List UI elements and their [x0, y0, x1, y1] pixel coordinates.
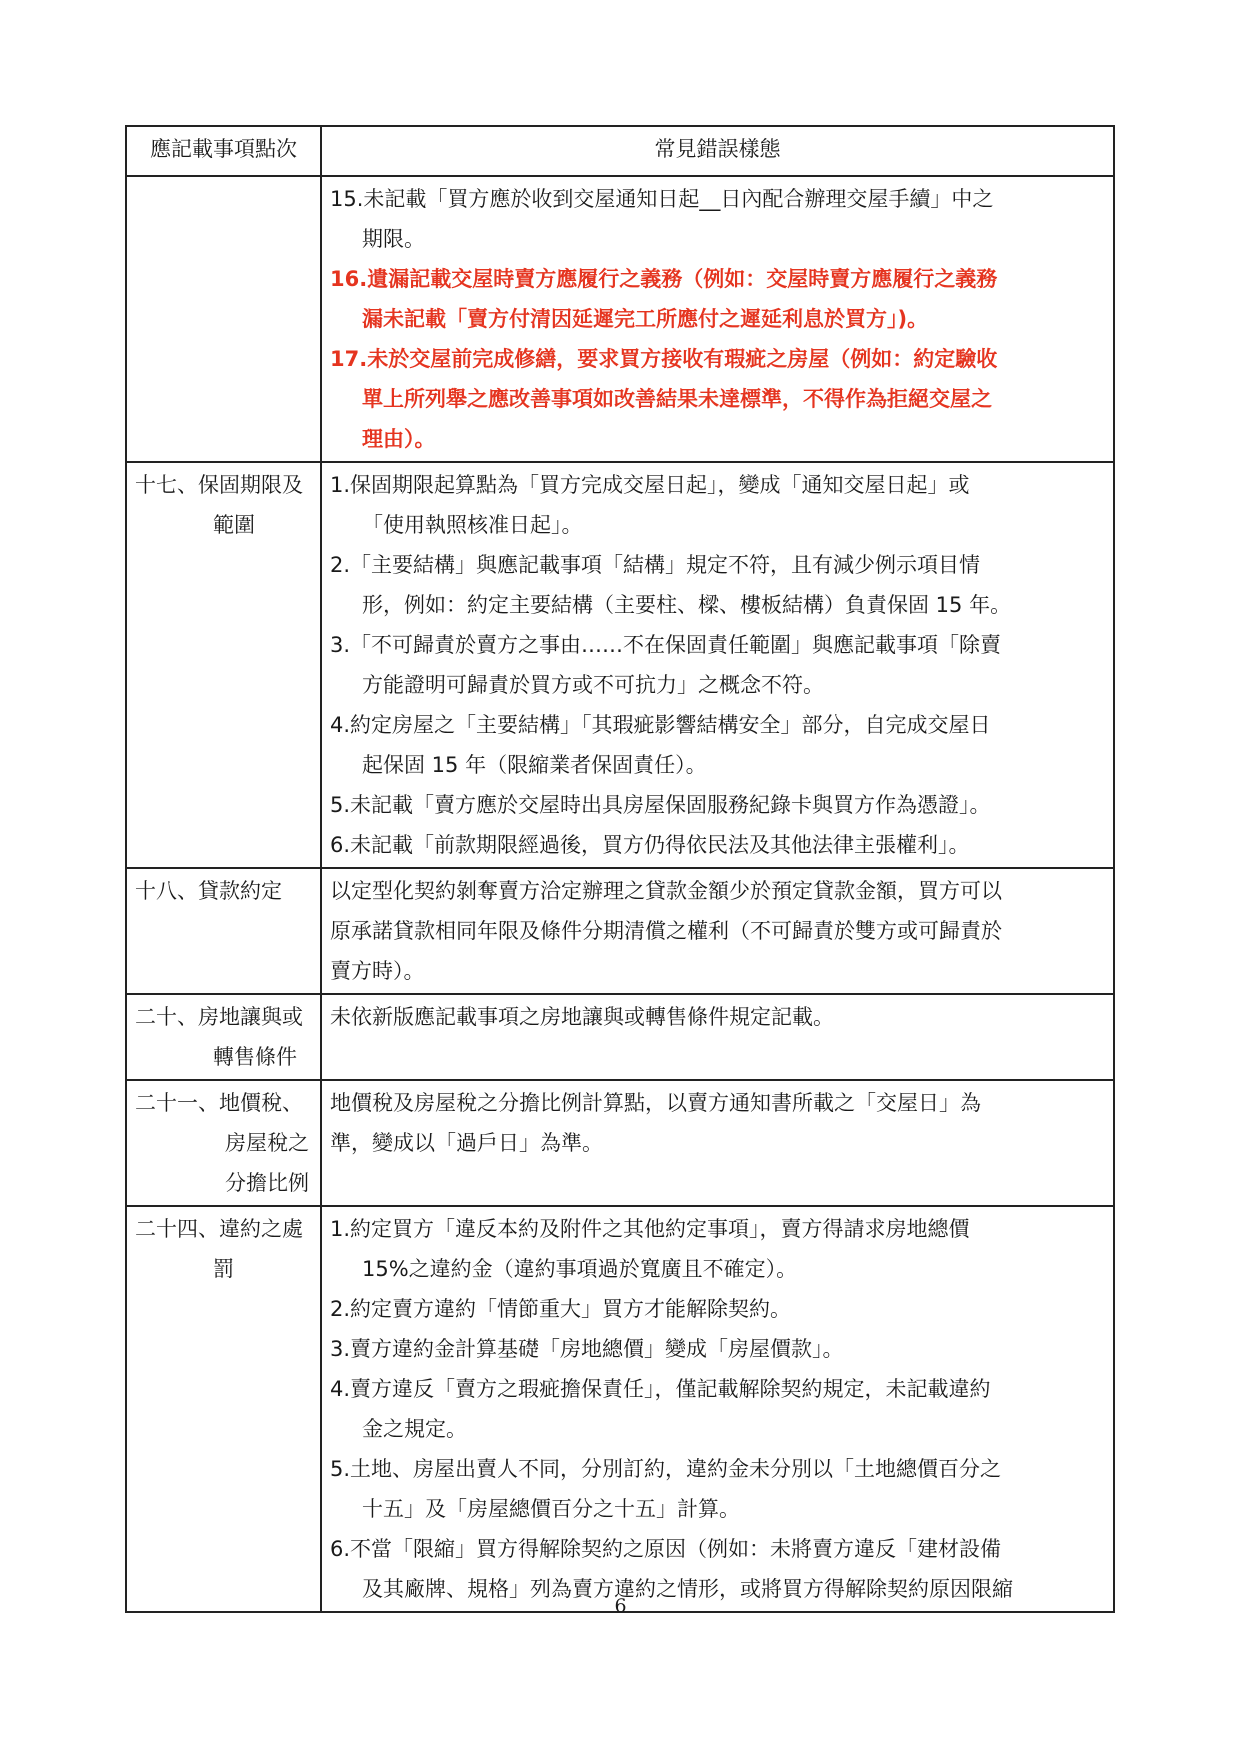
error-item-line: 2.「主要結構」與應記載事項「結構」規定不符，且有減少例示項目情	[330, 553, 981, 577]
error-item	[330, 705, 1105, 785]
category-label: 分擔比例	[225, 1171, 309, 1195]
error-item	[330, 1289, 1105, 1329]
error-item	[330, 785, 1105, 825]
table-row	[126, 176, 1114, 462]
error-item-line: 未依新版應記載事項之房地讓與或轉售條件規定記載。	[330, 1005, 834, 1029]
table-row	[126, 868, 1114, 994]
error-item	[330, 465, 1105, 545]
error-item	[330, 1369, 1105, 1449]
error-item-line: 單上所列舉之應改善事項如改善結果未達標準，不得作為拒絕交屋之	[362, 387, 992, 411]
item-category-cell	[126, 1206, 321, 1612]
category-label: 十七、保固期限及	[135, 473, 303, 497]
error-item-line: 原承諾貸款相同年限及條件分期清償之權利（不可歸責於雙方或可歸責於	[330, 919, 1002, 943]
error-item-line: 以定型化契約剝奪賣方洽定辦理之貸款金額少於預定貸款金額，買方可以	[330, 879, 1002, 903]
error-item-line: 5.土地、房屋出賣人不同，分別訂約，違約金未分別以「土地總價百分之	[330, 1457, 1002, 1481]
error-item	[330, 1083, 1105, 1163]
error-list-cell	[321, 462, 1114, 868]
table-header-row	[126, 126, 1114, 176]
category-label: 二十、房地讓與或	[135, 1005, 303, 1029]
error-item-line: 準，變成以「過戶日」為準。	[330, 1131, 603, 1155]
header-item-number: 應記載事項點次	[126, 126, 321, 176]
error-item-line: 1.保固期限起算點為「買方完成交屋日起」，變成「通知交屋日起」或	[330, 473, 970, 497]
error-item-line: 3.「不可歸責於賣方之事由……不在保固責任範圍」與應記載事項「除賣	[330, 633, 1002, 657]
category-label: 轉售條件	[213, 1045, 297, 1069]
error-list-cell	[321, 1080, 1114, 1206]
error-item-line: 及其廠牌、規格」列為賣方違約之情形，或將買方得解除契約原因限縮	[362, 1577, 1013, 1601]
error-item-line: 3.賣方違約金計算基礎「房地總價」變成「房屋價款」。	[330, 1337, 844, 1361]
item-category-cell	[126, 994, 321, 1080]
table-row	[126, 1080, 1114, 1206]
error-item	[330, 625, 1105, 705]
error-item-line: 十五」及「房屋總價百分之十五」計算。	[362, 1497, 740, 1521]
category-label: 二十一、地價稅、	[135, 1091, 303, 1115]
table-row	[126, 1206, 1114, 1612]
error-item-line: 起保固 15 年（限縮業者保固責任）。	[362, 753, 707, 777]
error-list-cell	[321, 868, 1114, 994]
error-item-line: 1.約定買方「違反本約及附件之其他約定事項」，賣方得請求房地總價	[330, 1217, 970, 1241]
error-item-line: 期限。	[362, 227, 425, 251]
error-item	[330, 1329, 1105, 1369]
error-item	[330, 997, 1105, 1037]
category-label: 房屋稅之	[225, 1131, 309, 1155]
item-category-cell	[126, 176, 321, 462]
error-list-cell	[321, 176, 1114, 462]
error-item-line: 金之規定。	[362, 1417, 467, 1441]
error-item-line: 6.不當「限縮」買方得解除契約之原因（例如：未將賣方違反「建材設備	[330, 1537, 1002, 1561]
error-item-line: 4.約定房屋之「主要結構」「其瑕疵影響結構安全」部分，自完成交屋日	[330, 713, 991, 737]
error-item-line: 「使用執照核准日起」。	[362, 513, 583, 537]
highlighted-error-item	[330, 259, 1105, 339]
error-item-line: 16.遺漏記載交屋時賣方應履行之義務（例如：交屋時賣方應履行之義務	[330, 267, 998, 291]
highlighted-error-item	[330, 339, 1105, 459]
category-label: 罰	[213, 1257, 234, 1281]
error-item	[330, 1449, 1105, 1529]
error-item	[330, 1209, 1105, 1289]
error-item-line: 理由）。	[362, 427, 436, 451]
item-category-cell	[126, 462, 321, 868]
regulation-table	[125, 125, 1115, 1613]
item-category-cell	[126, 868, 321, 994]
error-list-cell	[321, 1206, 1114, 1612]
table-body	[126, 176, 1114, 1612]
category-label: 十八、貸款約定	[135, 879, 282, 903]
error-item-line: 17.未於交屋前完成修繕，要求買方接收有瑕疵之房屋（例如：約定驗收	[330, 347, 998, 371]
table-row	[126, 994, 1114, 1080]
item-category-cell	[126, 1080, 321, 1206]
header-common-errors: 常見錯誤樣態	[321, 126, 1114, 176]
error-item-line: 6.未記載「前款期限經過後，買方仍得依民法及其他法律主張權利」。	[330, 833, 970, 857]
error-item-line: 2.約定賣方違約「情節重大」買方才能解除契約。	[330, 1297, 792, 1321]
category-label: 二十四、違約之處	[135, 1217, 303, 1241]
error-item-line: 漏未記載「賣方付清因延遲完工所應付之遲延利息於買方」)。	[362, 307, 929, 331]
error-item-line: 15%之違約金（違約事項過於寬廣且不確定）。	[362, 1257, 798, 1281]
page-number: 6	[614, 1595, 627, 1617]
error-item-line: 4.賣方違反「賣方之瑕疵擔保責任」，僅記載解除契約規定，未記載違約	[330, 1377, 991, 1401]
category-label: 範圍	[213, 513, 255, 537]
error-item	[330, 179, 1105, 259]
error-item	[330, 545, 1105, 625]
error-item-line: 5.未記載「賣方應於交屋時出具房屋保固服務紀錄卡與買方作為憑證」。	[330, 793, 991, 817]
error-item-line: 賣方時）。	[330, 959, 425, 983]
error-list-cell	[321, 994, 1114, 1080]
table-row	[126, 462, 1114, 868]
error-item-line: 形，例如：約定主要結構（主要柱、樑、樓板結構）負責保固 15 年。	[362, 593, 1012, 617]
error-item-line: 地價稅及房屋稅之分擔比例計算點，以賣方通知書所載之「交屋日」為	[330, 1091, 981, 1115]
error-item-line: 方能證明可歸責於買方或不可抗力」之概念不符。	[362, 673, 824, 697]
error-item	[330, 825, 1105, 865]
error-item-line: 15.未記載「買方應於收到交屋通知日起__日內配合辦理交屋手續」中之	[330, 187, 994, 211]
error-item	[330, 871, 1105, 991]
